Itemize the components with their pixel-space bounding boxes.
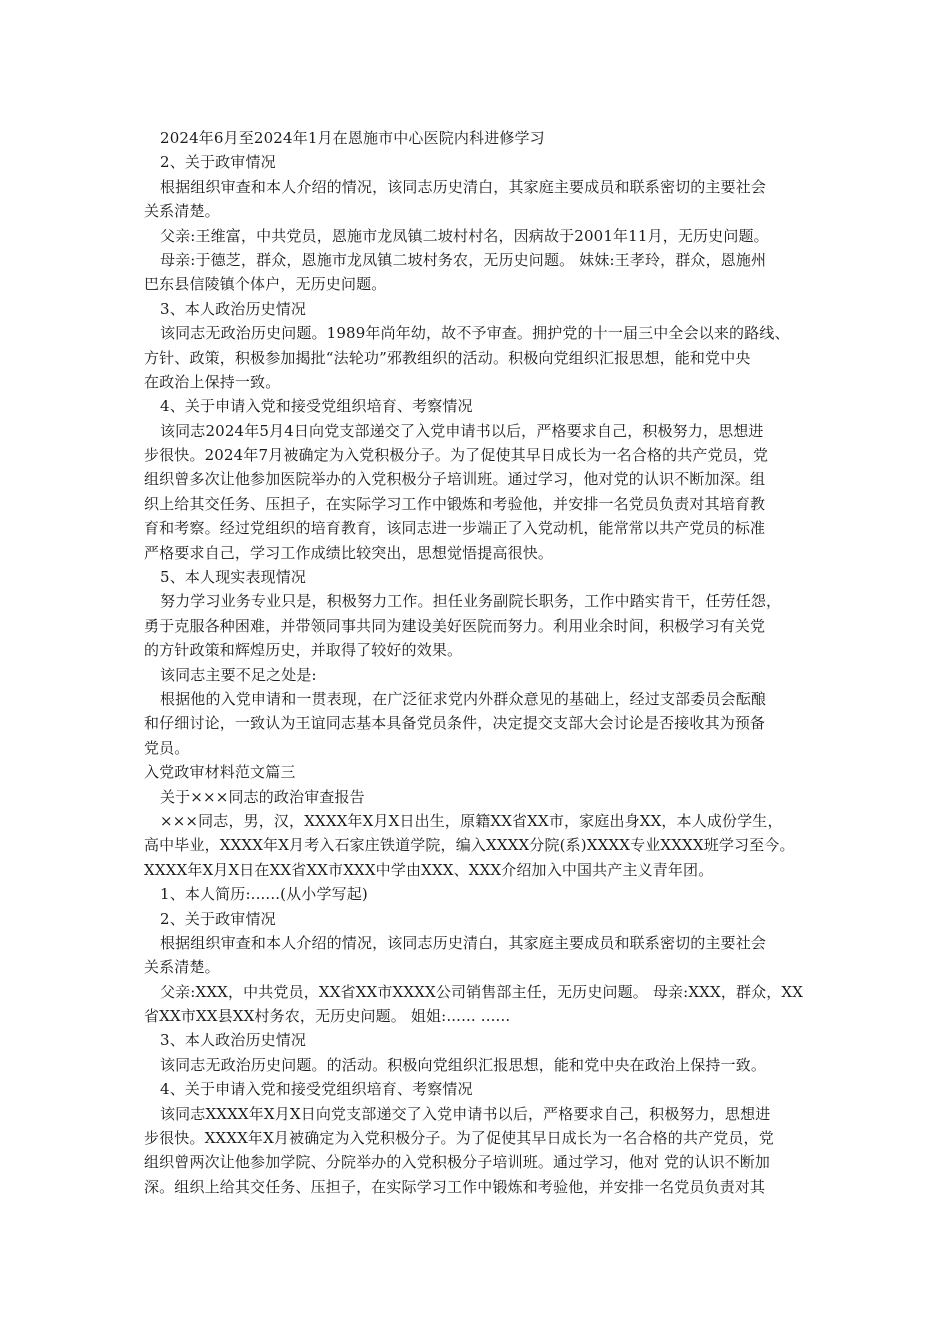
text-line: 根据他的入党申请和一贯表现，在广泛征求党内外群众意见的基础上，经过支部委员会酝酿 <box>160 689 767 708</box>
text-line: 巴东县信陵镇个体户，无历史问题。 <box>144 275 387 294</box>
text-line: 组织曾多次让他参加医院举办的入党积极分子培训班。通过学习，他对党的认识不断加深。组 <box>144 470 766 489</box>
text-line: 的方针政策和辉煌历史，并取得了较好的效果。 <box>144 641 463 660</box>
text-line: 勇于克服各种困难，并带领同事共同为建设美好医院而努力。利用业余时间，积极学习有关党 <box>144 616 766 635</box>
text-line: 2、关于政审情况 <box>160 909 276 928</box>
text-line: 2024年6月至2024年1月在恩施市中心医院内科进修学习 <box>160 129 545 147</box>
text-line: 深。组织上给其交任务、压担子，在实际学习工作中锻炼和考验他，并安排一名党员负责对其 <box>144 1177 766 1196</box>
text-line: 党员。 <box>144 738 190 757</box>
text-line: 该同志无政治历史问题。的活动。积极向党组织汇报思想，能和党中央在政治上保持一致。 <box>160 1055 767 1074</box>
text-line: 该同志2024年5月4日向党支部递交了入党申请书以后，严格要求自己，积极努力，思想进 <box>160 421 764 440</box>
text-line: 入党政审材料范文篇三 <box>144 763 296 782</box>
text-line: ×××同志，男，汉，XXXX年X月X日出生，原籍XX省XX市，家庭出身XX，本人成份学生， <box>160 811 783 830</box>
text-line: 父亲:XXX，中共党员，XX省XX市XXXX公司销售部主任，无历史问题。 母亲:XXX，群众，XX <box>160 982 804 1001</box>
text-line: 根据组织审查和本人介绍的情况，该同志历史清白，其家庭主要成员和联系密切的主要社会 <box>160 933 767 952</box>
text-line: 育和考察。经过党组织的培育教育，该同志进一步端正了入党动机，能常常以共产党员的标准 <box>144 519 766 538</box>
text-line: 组织曾两次让他参加学院、分院举办的入党积极分子培训班。通过学习，他对 党的认识不断加 <box>144 1153 771 1172</box>
text-line: 该同志主要不足之处是: <box>160 665 317 684</box>
text-line: 织上给其交任务、压担子，在实际学习工作中锻炼和考验他，并安排一名党员负责对其培育教 <box>144 494 766 513</box>
text-line: 方针、政策，积极参加揭批“法轮功”邪教组织的活动。积极向党组织汇报思想，能和党中央 <box>144 348 751 367</box>
text-line: 4、关于申请入党和接受党组织培育、考察情况 <box>160 1080 473 1099</box>
text-line: 关系清楚。 <box>144 202 220 221</box>
text-line: 父亲:王维富，中共党员，恩施市龙凤镇二坡村村名，因病故于2001年11月，无历史问题。 <box>160 226 769 245</box>
text-line: 关于×××同志的政治审查报告 <box>160 787 365 806</box>
text-line: 2、关于政审情况 <box>160 153 276 172</box>
text-line: 和仔细讨论，一致认为王谊同志基本具备党员条件，决定提交支部大会讨论是否接收其为预备 <box>144 714 766 733</box>
text-line: 该同志无政治历史问题。1989年尚年幼，故不予审查。拥护党的十一届三中全会以来的路线、 <box>160 324 790 343</box>
text-line: 该同志XXXX年X月X日向党支部递交了入党申请书以后，严格要求自己，积极努力，思想进 <box>160 1104 771 1123</box>
text-line: 根据组织审查和本人介绍的情况，该同志历史清白，其家庭主要成员和联系密切的主要社会 <box>160 177 767 196</box>
text-line: 母亲:于德芝，群众，恩施市龙凤镇二坡村务农，无历史问题。 妹妹:王孝玲，群众，恩施州 <box>160 250 767 269</box>
text-line: 步很快。XXXX年X月被确定为入党积极分子。为了促使其早日成长为一名合格的共产党员，党 <box>144 1129 774 1148</box>
text-line: 1、本人简历:......(从小学写起) <box>160 885 368 904</box>
text-line: 3、本人政治历史情况 <box>160 1031 307 1050</box>
text-line: 省XX市XX县XX村务农，无历史问题。 姐姐:...... ...... <box>144 1007 511 1026</box>
text-line: XXXX年X月X日在XX省XX市XXX中学由XXX、XXX介绍加入中国共产主义青年团。 <box>144 860 714 879</box>
text-line: 步很快。2024年7月被确定为入党积极分子。为了促使其早日成长为一名合格的共产党员，党 <box>144 446 769 465</box>
text-line: 5、本人现实表现情况 <box>160 568 307 587</box>
text-line: 高中毕业，XXXX年X月考入石家庄铁道学院，编入XXXX分院(系)XXXX专业XXXX班学习至今。 <box>144 836 795 855</box>
text-line: 3、本人政治历史情况 <box>160 299 307 318</box>
document-page <box>144 126 812 1199</box>
text-line: 严格要求自己，学习工作成绩比较突出，思想觉悟提高很快。 <box>144 543 554 562</box>
text-line: 在政治上保持一致。 <box>144 372 281 391</box>
text-line: 努力学习业务专业只是，积极努力工作。担任业务副院长职务，工作中踏实肯干，任劳任怨， <box>160 592 782 611</box>
text-line: 4、关于申请入党和接受党组织培育、考察情况 <box>160 397 473 416</box>
text-line: 关系清楚。 <box>144 958 220 977</box>
